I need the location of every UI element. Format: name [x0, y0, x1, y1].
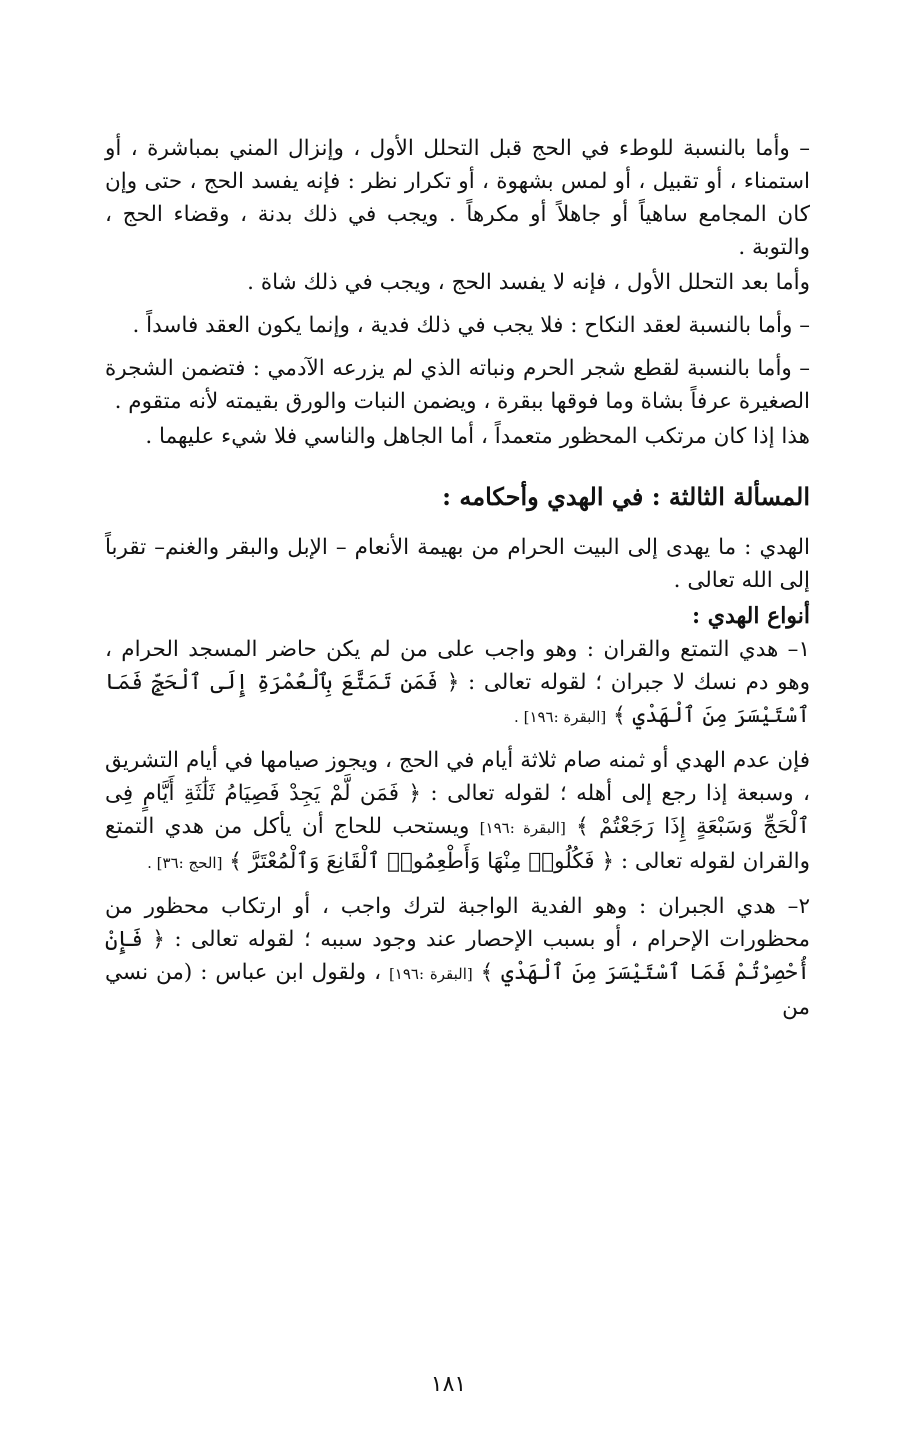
ibn-abbas-text: ، ولقول ابن عباس : (من نسي من: [105, 960, 810, 1020]
section-heading: المسألة الثالثة : في الهدي وأحكامه :: [442, 482, 810, 511]
paragraph-hady-definition: الهدي : ما يهدى إلى البيت الحرام من بهيمة الأنعام – الإبل والبقر والغنم– تقرباً إلى الله تعالى .: [105, 535, 810, 593]
paragraph-intercourse: – وأما بالنسبة للوطء في الحج قبل التحلل الأول ، وإنزال المني بمباشرة ، أو استمناء ، أو تقبيل ، أو لمس بشهوة ، أو تكرار نظر : فإنه يفسد الحج ، حتى وإن كان المجامع ساهياً أو جاهلاً أو مكرهاً . ويجب في ذلك بدنة ، وقضاء الحج ، والتوبة .: [105, 136, 810, 260]
citation-hajj: [الحج :٣٦] .: [147, 854, 223, 872]
quran-verse-eating: ﴿ فَكُلُوا۟ مِنْهَا وَأَطْعِمُوا۟ ٱلْقَانِعَ وَٱلْمُعْتَرَّ ﴾: [229, 849, 614, 874]
page-number: ١٨١: [430, 1372, 467, 1397]
paragraph-haram-trees: – وأما بالنسبة لقطع شجر الحرم ونباته الذي لم يزرعه الآدمي : فتضمن الشجرة الصغيرة عرفاً بشاة وما فوقها ببقرة ، ويضمن النبات والورق بقيمته لأنه متقوم .: [105, 356, 810, 414]
eating-text: ويستحب للحاج أن يأكل من هدي التمتع والقران لقوله تعالى :: [105, 814, 810, 874]
quran-verse-fasting: ﴿ فَمَن لَّمْ يَجِدْ فَصِيَامُ ثَلَٰثَةِ أَيَّامٍ فِى ٱلْحَجِّ وَسَبْعَةٍ إِذَا رَجَعْتُمْ ﴾: [105, 781, 810, 839]
paragraph-after-first-release: وأما بعد التحلل الأول ، فإنه لا يفسد الحج ، ويجب في ذلك شاة .: [247, 270, 810, 295]
document-page: [105, 132, 810, 1034]
subheading-hady-types: أنواع الهدي :: [691, 603, 810, 629]
paragraph-tamattu-qiran: [105, 633, 810, 734]
citation-baqarah-3: [البقرة :١٩٦]: [388, 965, 473, 983]
quran-verse-ihsar: ﴿ فَإِنْ أُحْصِرْتُمْ فَمَا ٱسْتَيْسَرَ مِنَ ٱلْهَدْيِ ﴾: [105, 927, 810, 985]
quran-verse-tamattu: ﴿ فَمَن تَمَتَّعَ بِٱلْعُمْرَةِ إِلَى ٱلْحَجِّ فَمَا ٱسْتَيْسَرَ مِنَ ٱلْهَدْيِ ﴾: [105, 670, 810, 728]
citation-baqarah-2: [البقرة :١٩٦]: [479, 819, 566, 837]
citation-baqarah-1: [البقرة :١٩٦] .: [514, 708, 607, 726]
jubran-text: ٢– هدي الجبران : وهو الفدية الواجبة لترك واجب ، أو ارتكاب محظور من محظورات الإحرام ، أو بسبب الإحصار عند وجود سببه ؛ لقوله تعالى :: [105, 894, 810, 952]
paragraph-marriage-contract: – وأما بالنسبة لعقد النكاح : فلا يجب في ذلك فدية ، وإنما يكون العقد فاسداً .: [132, 313, 810, 338]
paragraph-intentional-note: هذا إذا كان مرتكب المحظور متعمداً ، أما الجاهل والناسي فلا شيء عليهما .: [145, 424, 810, 449]
paragraph-fasting: [105, 744, 810, 880]
paragraph-jubran: [105, 890, 810, 1024]
tamattu-text: ١– هدي التمتع والقران : وهو واجب على من لم يكن حاضر المسجد الحرام ، وهو دم نسك لا جبران ؛ لقوله تعالى :: [105, 637, 810, 695]
fasting-text: فإن عدم الهدي أو ثمنه صام ثلاثة أيام في الحج ، ويجوز صيامها في أيام التشريق ، وسبعة إذا رجع إلى أهله ؛ لقوله تعالى :: [105, 748, 810, 806]
